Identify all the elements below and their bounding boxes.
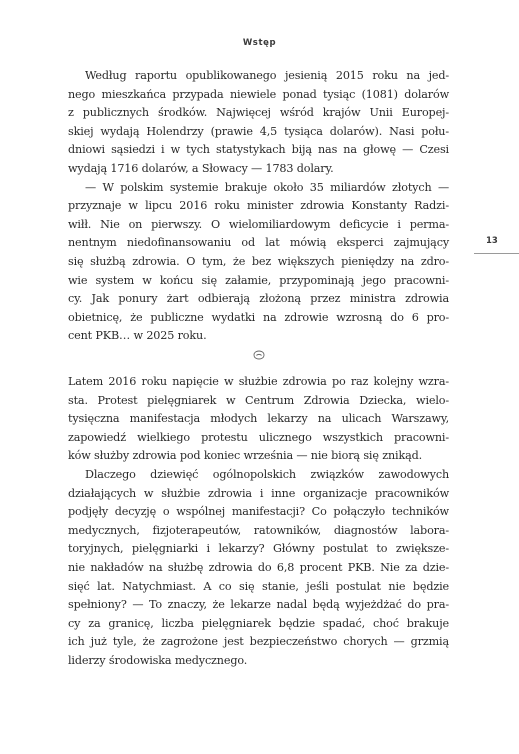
text-line: działających w służbie zdrowia i inne organizacje pracowników bbox=[68, 486, 449, 500]
text-line: sięć lat. Natychmiast. A co się stanie, jeśli postulat nie będzie bbox=[68, 579, 449, 593]
text-line: Latem 2016 roku napięcie w służbie zdrowia po raz kolejny wzra- bbox=[68, 375, 449, 388]
text-line: cent PKB… w 2025 roku. bbox=[68, 329, 207, 343]
text-line: wiłł. Nie on pierwszy. O wielomiliardowym deficycie i perma- bbox=[68, 217, 449, 231]
text-line: obietnicę, że publiczne wydatki na zdrowie wzrosną do 6 pro- bbox=[68, 310, 449, 324]
text-line: dniowi sąsiedzi i w tych statystykach biją nas na głowę — Czesi bbox=[68, 143, 449, 157]
text-line: Dlaczego dziewięć ogólnopolskich związków zawodowych bbox=[85, 467, 449, 481]
text-line: wie system w końcu się załamie, przypominają jego pracowni- bbox=[68, 273, 449, 287]
text-section-1 bbox=[68, 67, 449, 346]
text-line: tysięczna manifestacja młodych lekarzy na ulicach Warszawy, bbox=[68, 412, 449, 426]
ornament-icon bbox=[252, 350, 266, 360]
text-line: wydają 1716 dolarów, a Słowacy — 1783 dolary. bbox=[68, 161, 334, 175]
text-line: ków służby zdrowia pod koniec września — nie biorą się znikąd. bbox=[68, 449, 423, 463]
text-line: podjęły decyzję o wspólnej manifestacji? Co połączyło techników bbox=[68, 505, 449, 519]
text-line: sta. Protest pielęgniarek w Centrum Zdrowia Dziecka, wielo- bbox=[68, 393, 449, 407]
paragraph bbox=[68, 179, 449, 346]
text-line: zapowiedź wielkiego protestu ulicznego wszystkich pracowni- bbox=[68, 430, 449, 444]
text-line: spełniony? — To znaczy, że lekarze nadal będą wyjeżdżać do pra- bbox=[68, 598, 449, 612]
text-line: przyznaje w lipcu 2016 roku minister zdrowia Konstanty Radzi- bbox=[68, 199, 449, 213]
text-line: toryjnych, pielęgniarki i lekarzy? Główny postulat to zwiększe- bbox=[68, 542, 449, 556]
text-line: cy za granicę, liczba pielęgniarek będzie spadać, choć brakuje bbox=[68, 616, 449, 630]
text-line: — W polskim systemie brakuje około 35 miliardów złotych — bbox=[85, 180, 449, 194]
text-line: skiej wydają Holendrzy (prawie 4,5 tysiąca dolarów). Nasi połu- bbox=[68, 124, 449, 138]
page-number-rule bbox=[474, 253, 519, 254]
text-section-2 bbox=[68, 373, 449, 671]
paragraph bbox=[68, 466, 449, 671]
page-number: 13 bbox=[486, 236, 498, 246]
text-line: z publicznych środków. Najwięcej wśród krajów Unii Europej- bbox=[68, 106, 449, 120]
text-line: ich już tyle, że zagrożone jest bezpieczeństwo chorych — grzmią bbox=[68, 635, 449, 649]
paragraph bbox=[68, 67, 449, 179]
text-line: cy. Jak ponury żart odbierają złożoną przez ministra zdrowia bbox=[68, 292, 449, 306]
text-line: Według raportu opublikowanego jesienią 2015 roku na jed- bbox=[85, 69, 449, 82]
paragraph bbox=[68, 373, 449, 466]
text-line: nie nakładów na służbę zdrowia do 6,8 procent PKB. Nie za dzie- bbox=[68, 560, 449, 574]
text-line: się służbą zdrowia. O tym, że bez większych pieniędzy na zdro- bbox=[68, 254, 449, 268]
text-line: medycznych, fizjoterapeutów, ratowników, diagnostów labora- bbox=[68, 523, 449, 537]
text-line: nentnym niedofinansowaniu od lat mówią eksperci zajmujący bbox=[68, 236, 449, 250]
text-line: nego mieszkańca przypada niewiele ponad tysiąc (1081) dolarów bbox=[68, 87, 449, 101]
text-line: liderzy środowiska medycznego. bbox=[68, 653, 248, 667]
running-head: Wstęp bbox=[242, 38, 277, 48]
